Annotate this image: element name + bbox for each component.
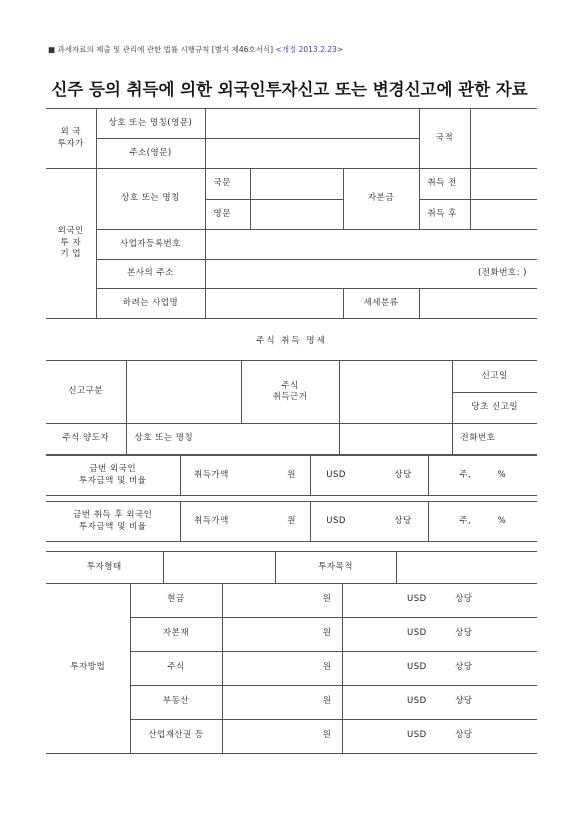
company-name-label: 상호 또는 명칭 bbox=[96, 169, 205, 230]
method-real-estate-won-cell[interactable] bbox=[222, 685, 342, 719]
investment-type-field[interactable] bbox=[163, 552, 275, 584]
capital-after-field[interactable] bbox=[470, 200, 537, 230]
won-unit: 원 bbox=[287, 469, 296, 480]
equivalent-unit: 상당 bbox=[455, 730, 473, 741]
method-stock-usd-cell[interactable] bbox=[342, 651, 537, 685]
investment-method-label: 투자방법 bbox=[46, 583, 130, 753]
equivalent-unit: 상당 bbox=[455, 696, 473, 707]
usd-unit: USD bbox=[326, 469, 346, 480]
percent-unit: % bbox=[497, 469, 507, 480]
usd-unit: USD bbox=[406, 628, 427, 639]
method-cash-won-cell[interactable] bbox=[222, 583, 342, 617]
usd-unit: USD bbox=[406, 730, 427, 741]
shares-unit: 주, bbox=[459, 515, 472, 526]
transferor-label: 주식 양도자 bbox=[46, 424, 126, 455]
subclass-field[interactable] bbox=[419, 289, 537, 319]
shares-unit: 주, bbox=[459, 469, 472, 480]
won-unit: 원 bbox=[322, 628, 332, 639]
equivalent-unit: 상당 bbox=[455, 662, 473, 673]
report-date-label: 신고일 bbox=[452, 361, 537, 393]
method-capital-goods-usd-cell[interactable] bbox=[342, 617, 537, 651]
acquisition-section-title: 주식 취득 명세 bbox=[256, 336, 327, 346]
method-real-estate-label: 부동산 bbox=[130, 685, 222, 719]
amount-table bbox=[46, 455, 537, 542]
method-ip-label: 산업재산권 등 bbox=[130, 719, 222, 753]
won-unit: 원 bbox=[322, 662, 332, 673]
method-capital-goods-label: 자본재 bbox=[130, 617, 222, 651]
after-investment-label: 금번 취득 후 외국인 투자금액 및 비율 bbox=[46, 502, 180, 542]
won-unit: 원 bbox=[322, 594, 332, 605]
company-english-field[interactable] bbox=[250, 200, 343, 230]
investor-address-label: 주소(영문) bbox=[96, 139, 205, 169]
after-shares-cell[interactable] bbox=[428, 502, 537, 542]
original-date-label: 당초 신고일 bbox=[452, 393, 537, 424]
form-legal-reference: ■ 과세자료의 제출 및 관리에 관한 법률 시행규칙 [별지 제46호서식] bbox=[48, 45, 274, 54]
investor-section-label: 외 국 투자가 bbox=[46, 109, 96, 169]
method-ip-usd-cell[interactable] bbox=[342, 719, 537, 753]
subclass-label: 세세분류 bbox=[343, 289, 419, 319]
company-section-label: 외국인 투 자 기 업 bbox=[46, 169, 96, 319]
office-address-label: 본사의 주소 bbox=[96, 260, 205, 289]
after-usd-cell[interactable] bbox=[310, 502, 428, 542]
won-unit: 원 bbox=[322, 696, 332, 707]
current-shares-cell[interactable] bbox=[428, 456, 537, 496]
type-table bbox=[46, 551, 537, 584]
report-type-field[interactable] bbox=[126, 361, 241, 424]
current-price-cell[interactable] bbox=[180, 456, 310, 496]
business-name-label: 하려는 사업명 bbox=[96, 289, 205, 319]
capital-after-label: 취득 후 bbox=[419, 200, 470, 230]
investor-address-field[interactable] bbox=[205, 139, 419, 169]
capital-before-label: 취득 전 bbox=[419, 169, 470, 200]
current-investment-label: 금번 외국인 투자금액 및 비율 bbox=[46, 456, 180, 496]
basis-field[interactable] bbox=[339, 361, 452, 424]
investment-purpose-label: 투자목적 bbox=[275, 552, 396, 584]
method-capital-goods-won-cell[interactable] bbox=[222, 617, 342, 651]
report-table bbox=[46, 360, 537, 455]
business-name-field[interactable] bbox=[205, 289, 343, 319]
office-address-field[interactable]: (전화번호: ) bbox=[205, 260, 537, 289]
basis-label: 주식 취득근거 bbox=[241, 361, 339, 424]
won-unit: 원 bbox=[322, 730, 332, 741]
usd-unit: USD bbox=[406, 662, 427, 673]
form-revision: <개정 2013.2.23> bbox=[275, 45, 344, 54]
form-header bbox=[48, 44, 343, 55]
method-real-estate-usd-cell[interactable] bbox=[342, 685, 537, 719]
method-stock-label: 주식 bbox=[130, 651, 222, 685]
investor-name-label: 상호 또는 명칭(영문) bbox=[96, 109, 205, 139]
transferor-name-field[interactable] bbox=[339, 424, 452, 455]
company-english-label: 영문 bbox=[205, 200, 250, 230]
capital-before-field[interactable] bbox=[470, 169, 537, 200]
after-price-cell[interactable] bbox=[180, 502, 310, 542]
usd-unit: USD bbox=[406, 594, 427, 605]
price-label: 취득가액 bbox=[194, 515, 229, 526]
nationality-field[interactable] bbox=[470, 109, 537, 169]
price-label: 취득가액 bbox=[194, 469, 229, 480]
usd-unit: USD bbox=[406, 696, 427, 707]
percent-unit: % bbox=[497, 515, 507, 526]
nationality-label: 국적 bbox=[419, 109, 470, 169]
method-cash-label: 현금 bbox=[130, 583, 222, 617]
form-title: 신주 등의 취득에 의한 외국인투자신고 또는 변경신고에 관한 자료 bbox=[51, 80, 528, 99]
won-unit: 원 bbox=[287, 515, 296, 526]
investment-purpose-field[interactable] bbox=[396, 552, 537, 584]
method-ip-won-cell[interactable] bbox=[222, 719, 342, 753]
method-table bbox=[46, 583, 537, 754]
capital-label: 자본금 bbox=[343, 169, 419, 230]
method-stock-won-cell[interactable] bbox=[222, 651, 342, 685]
investor-company-table bbox=[46, 108, 537, 319]
current-usd-cell[interactable] bbox=[310, 456, 428, 496]
equivalent-unit: 상당 bbox=[455, 628, 473, 639]
transferor-phone-label: 전화번호 bbox=[452, 424, 537, 455]
company-korean-field[interactable] bbox=[250, 169, 343, 200]
bizno-field[interactable] bbox=[205, 230, 537, 260]
bizno-label: 사업자등록번호 bbox=[96, 230, 205, 260]
equivalent-unit: 상당 bbox=[394, 515, 412, 526]
equivalent-unit: 상당 bbox=[394, 469, 412, 480]
equivalent-unit: 상당 bbox=[455, 594, 473, 605]
method-cash-usd-cell[interactable] bbox=[342, 583, 537, 617]
usd-unit: USD bbox=[326, 515, 346, 526]
company-korean-label: 국문 bbox=[205, 169, 250, 200]
transferor-name-label: 상호 또는 명칭 bbox=[126, 424, 339, 455]
investment-type-label: 투자형태 bbox=[46, 552, 163, 584]
report-type-label: 신고구분 bbox=[46, 361, 126, 424]
investor-name-field[interactable] bbox=[205, 109, 419, 139]
